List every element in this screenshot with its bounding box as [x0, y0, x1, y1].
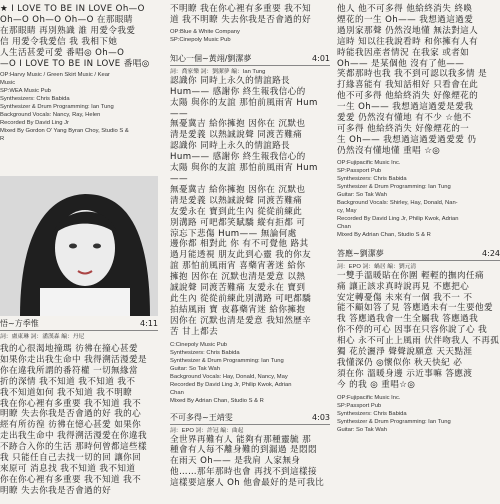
song-title-row [170, 413, 330, 423]
credit-line: Synthesizer & Drum Programming: Ian Tung [337, 418, 451, 425]
lyric-line: 人生活甚愛可愛 番唱◎ Oh—O [0, 47, 125, 58]
song-title-row [170, 54, 330, 64]
credit-line: Synthesizers: Chris Babida [0, 96, 70, 103]
lyric-line: 痛 讓正該求真時說再見 不應把心 [337, 281, 470, 292]
lyric-line: 經有所彷徨 彷彿在憶心甚愛 如果你 [0, 420, 142, 431]
lyric-line: 相心 永不可止上風雨 伏伴吻我人 不再孤 [337, 336, 500, 347]
song-title-row [0, 319, 158, 329]
lyric-line: 清是愛義 以熱誠說聲 同渡苦難痛 [170, 195, 303, 206]
song-duration: 4:03 [312, 412, 330, 422]
lyric-line: Hum—— 感謝你 終生報我信心的 [170, 152, 306, 163]
lyric-line: 打緣喜能有 我知話相好 只看會在此 [337, 80, 479, 91]
credit-line: OP:Fujipacific Music Inc. [337, 394, 401, 401]
song-title: 悟~方季惟 [0, 319, 39, 328]
lyric-line: 今 的我 ◎ 重唱☆◎ [337, 379, 416, 390]
credit-line: Recorded By David Ling Jr, Philip Kwok, Adrian [170, 381, 292, 388]
credit-line: Guitar: So Tak Wah [170, 365, 220, 372]
lyrics-block-top [337, 0, 500, 157]
lyrics-block-bottom [0, 344, 158, 497]
lyric-line: 無憂冀吉 給你擁抱 因你在 沉默也 [170, 119, 306, 130]
credit-line: Synthesizer & Drum Programming: Ian Tung [337, 183, 451, 190]
lyric-line: 涼忘下悲傷 Hum—— 無論何處 [170, 228, 297, 239]
lyric-line: 過月能透視 朋友此到心靈 我的你友 [170, 250, 312, 261]
lyric-line: 誠說聲 同渡苦難痛 友愛永在 寶到 [170, 283, 306, 294]
song-meta: 詞：喬家樂 詞：劉潔夢 編：Ian Tung [170, 68, 266, 75]
singer-portrait-image [0, 176, 158, 316]
lyrics-block-top [0, 0, 158, 69]
lyric-line: 能不顧如答了見 答應過未有一生要他愛 [337, 303, 494, 314]
credit-line: Mixed By Adrian Chan, Studio S & R [170, 397, 264, 404]
credit-line: SP:Passport Pub [337, 167, 382, 174]
lyric-line: 仍然沒有懂地懂 重唱 ☆◎ [337, 145, 441, 156]
song-lyrics [337, 271, 500, 391]
lyric-line: 時能我因產者情況 在我家 或者如 [337, 47, 470, 58]
lyric-line: 全世界再難有人 能夠有那種靈毓 那 [170, 434, 312, 445]
lyric-line: 不明瞭 我在你心裡有多重要 我不知 [170, 4, 312, 14]
lyric-line: 在那眼睛 再別熟識 誰 用愛令我愛 [0, 25, 136, 36]
lyric-line: 太陽 與你的友誼 那怕前風雨宵 Hum—— [170, 163, 318, 184]
credit-line: cy, May [337, 207, 357, 214]
credit-line: Mixed By Gordon O' Yang Byran Choy, Studio S & [0, 128, 129, 135]
song-title: 答應~劉潔夢 [337, 248, 384, 258]
song-title: 知心一個~黃翊/劉潔夢 [170, 53, 252, 63]
credit-line: Recorded By David Ling Jr, Philip Kwok, Adrian [337, 215, 459, 222]
song1-credits [170, 341, 330, 405]
lyric-line: 因你在 沉默也清是愛意 我知然歷辛 [170, 315, 312, 326]
lyric-line: 你不停的可心 因事在只容你說了心 我 [337, 325, 488, 336]
credit-line: SP:WEA Music Pub [0, 88, 51, 95]
title-divider [170, 424, 330, 425]
lyric-line: 認識你 同時上永久的情誼路長 [170, 75, 291, 86]
credit-line: Background Vocals: Nancy, Ray, Helen [0, 112, 101, 119]
title-divider [337, 260, 500, 261]
credit-line: OP:Fujipacific Music Inc. [337, 159, 401, 166]
song1-lyrics [170, 76, 330, 338]
singer-photo [0, 176, 158, 316]
lyric-line: 他……那年那時也會 再找不到這樣接 [170, 467, 318, 478]
lyric-line: 我不知道如何 我不知道 我不明瞭 [0, 387, 133, 398]
song-header [0, 319, 158, 341]
lyric-line: 生 Oh—— 我想過這過愛過愛愛 仍 [337, 134, 477, 145]
credit-line: Mixed By Adrian Chan, Studio S & R [337, 231, 431, 238]
lyric-line: 走出我生命中 我得溯活漫愛在你違我 [0, 431, 148, 442]
lyric-line: 這樣要這麼人 Oh 他會最好的是可我比 [170, 478, 325, 489]
lyric-line: 友愛永在 寶到此生內 從從前練此 [170, 206, 303, 217]
lyric-line: 我的心很渴地撞瑪 彷彿在撞心甚愛 [0, 344, 139, 354]
lyric-line: 如果你走出我生命中 我得溯活漫愛是 [0, 354, 148, 365]
lyric-line: 獨 花於灑淨 聲聲說願意 天天點涯 [337, 347, 473, 358]
lyric-line: 來原可 消息找 我不知道 我不知道 [0, 463, 136, 474]
song2-lyrics [170, 435, 330, 490]
credit-line: SP:Passport Pub [337, 402, 382, 409]
lyric-line: 煙花的一生 Oh—— 我想過這過愛 [337, 14, 474, 25]
lyric-line: 此生內 從從前練此別溝路 可吧都驕 [170, 293, 312, 304]
lyric-line: 擁抱 因你在 沉默也清是愛意 以熱 [170, 272, 306, 283]
lyric-line: 笑都那時也我 我不到可認以我多情 是 [337, 69, 488, 80]
lyric-line: 可多得 他給終消失 好像煙花的一 [337, 123, 470, 134]
lyric-line: —O I LOVE TO BE IN LOVE 番唱◎ [0, 58, 150, 69]
credit-line: Guitar: So Tak Wah [337, 426, 387, 433]
lyric-line: 明瞭 失去你我是否會過的好 [0, 485, 112, 496]
song-meta: 詞：盧東琳 詞：潘漢森 編：丹尼 [0, 334, 85, 340]
lyric-line: 信 用愛令我愛信 我 我相下她 [0, 36, 118, 47]
lyric-line: ★ I LOVE TO BE IN LOVE Oh—O [0, 4, 145, 14]
credit-line: Synthesizers: Chris Babida [337, 175, 407, 182]
credit-line: Chan [170, 389, 184, 396]
credit-line: R [0, 136, 5, 143]
lyric-line: Oh—— 是某個他 沒有了他—— [337, 58, 465, 69]
lyric-line: Hum—— 感謝你 終生報我信心的 [170, 86, 306, 97]
lyric-line: 這時 知以往我說看時 和你擁有人有 [337, 36, 479, 47]
credit-line: C:Cinepoly Music Pub [170, 341, 228, 348]
lyric-line: 苦 甘上都去 [170, 326, 219, 337]
lyric-line: 一生 Oh—— 我想過這過愛是愛我 [337, 102, 474, 113]
lyric-line: 你在違我所謂的番符權 一切無緣當 [0, 365, 139, 376]
lyric-line: 他不可多得 他給終消失 好像煙花的 [337, 91, 479, 102]
credit-line: Synthesizer & Drum Programming: Ian Tung [0, 104, 114, 111]
lyric-line: 認識你 同時上永久的情誼路長 [170, 141, 291, 152]
lyric-line: 太陽 與你的友誼 那怕前風雨宵 Hum—— [170, 97, 318, 119]
lyric-line: 在雨天 Oh—— 是我肩 人家無身 [170, 456, 301, 467]
lyric-line: 清是愛義 以熱誠說聲 同渡苦難痛 [170, 130, 303, 141]
column-right [337, 0, 500, 434]
credit-line: Background Vocals: Hay, Donald, Nancy, May [170, 373, 288, 380]
lyric-line: 我懂深仍 ◎懷似你 秋天快紀 必 [337, 357, 463, 368]
credits-block-top [337, 159, 500, 239]
song-title: 不可多得~王靖雯 [170, 412, 233, 422]
lyric-line: 愛愛 仍然沒有懂地 有不少 ☆他不 [337, 113, 472, 124]
credit-line: Synthesizers: Chris Babida [337, 410, 407, 417]
song-title-row [337, 249, 500, 259]
credits-block-top [170, 28, 330, 44]
lyric-line: 你在你心裡有多重要 我不知道 我不 [0, 474, 142, 485]
song-meta: 詞：EPO 詞：許冠 編：曲起 [170, 427, 244, 434]
credit-line: Chan [337, 223, 351, 230]
lyric-line: 一雙手溫暖貼在你圍 輕輕的撫肉任痛 [337, 270, 485, 281]
song2-header [170, 413, 330, 435]
credit-line: Guitar: So Tak Wah [337, 191, 387, 198]
column-middle [170, 0, 330, 489]
credit-line: Recorded By David Ling Jr [0, 120, 69, 127]
credit-line: OP:Blue & White Company [170, 28, 240, 35]
lyric-line: 我 只能任自己去找一切的回 讓你回 [0, 453, 142, 464]
credit-line: Synthesizer & Drum Programming: Ian Tung [170, 357, 284, 364]
lyrics-block-top [170, 0, 330, 26]
credit-line: Synthesizers: Chris Babida [170, 349, 240, 356]
title-divider [0, 330, 158, 331]
lyric-line: 我 答應過我會一生全屬我 答應過我 [337, 314, 479, 325]
lyric-line: 不跡合入你的生活 那時何曾都這些樣 [0, 442, 148, 453]
lyric-line: 無憂冀吉 給你擁抱 因你在 沉默也 [170, 184, 306, 195]
title-divider [170, 65, 330, 66]
lyric-line: 過別家那聲 仍然沒地懂 無法對這人 [337, 25, 479, 36]
song-credits [337, 394, 500, 434]
lyric-line: 他人 他不可多得 他給終消失 終喚 [337, 4, 473, 14]
lyric-line: 道 我不明瞭 失去你我是否會過的好 [170, 14, 312, 25]
lyric-line: 須在你 溫暖身邊 示近事嘛 答應渡 [337, 368, 473, 379]
credit-line: SP:Cinepoly Music Pub [170, 36, 231, 43]
lyric-line: 種會有人每不離身難的到漏過 是悶悶 [170, 445, 318, 456]
credits-block-top [0, 71, 158, 143]
lyric-line: 折的深情 我不知道 我不知道 我不 [0, 376, 136, 387]
song-duration: 4:11 [140, 319, 158, 328]
lyric-line: 誼 那怕前風雨宵 喜藥宵著迷 給你 [170, 261, 306, 272]
column-left [0, 0, 158, 496]
lyric-line: 邊你都 相對此 你 有不可覺他 路其 [170, 239, 309, 250]
lyric-line: Oh—O Oh—O Oh—O 在那眼睛 [0, 14, 133, 25]
song1-header [170, 54, 330, 76]
lyric-line: 明瞭 失去你我是否會過的好 我的心 [0, 409, 142, 420]
lyric-line: 安定轉憂傷 未來有一個 我不一 不 [337, 292, 473, 303]
lyric-line: 別溝路 可吧都笑賦驕 縱有拒都 可 [170, 217, 306, 228]
song-duration: 4:01 [312, 53, 330, 63]
song-header [337, 249, 500, 271]
credit-line: Music [0, 80, 16, 87]
song-meta: 詞：EPO 詞：蝸居 編：劉元清 [337, 263, 417, 270]
song-duration: 4:24 [482, 248, 500, 258]
lyric-line: 拍結風雨 寶 夜暮藥宵迷 給你擁抱 [170, 304, 306, 315]
credit-line: OP:Harvy Music / Green Skirt Music / Kear [0, 72, 110, 79]
credit-line: Background Vocals: Shirley, Hay, Donald, Nan- [337, 199, 458, 206]
lyric-line: 我在你心裡有多重要 我不知道 我不 [0, 398, 142, 409]
